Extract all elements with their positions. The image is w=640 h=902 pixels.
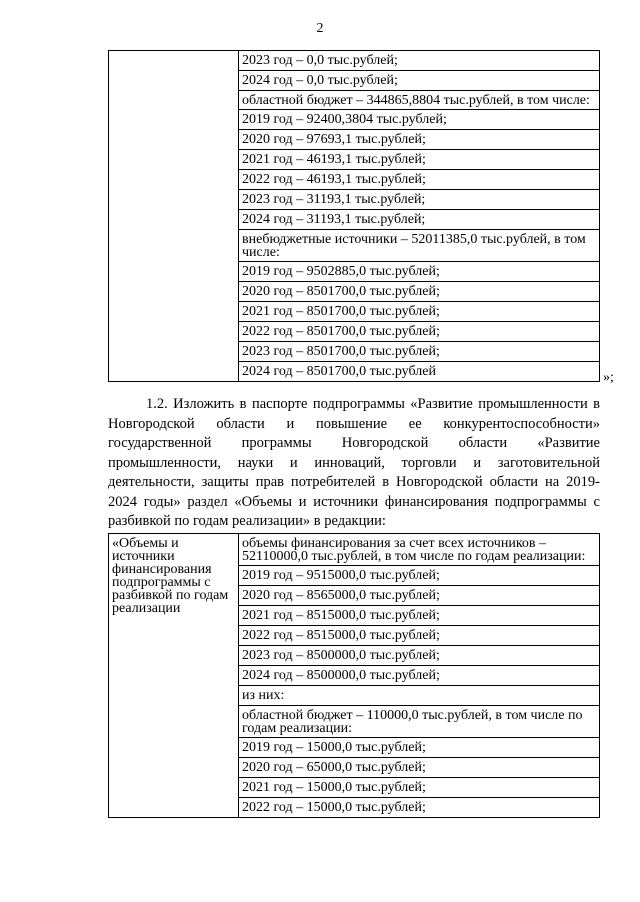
table-row: 2021 год – 8515000,0 тыс.рублей; bbox=[239, 605, 599, 625]
table-row: 2024 год – 31193,1 тыс.рублей; bbox=[239, 209, 599, 229]
table-row: 2020 год – 65000,0 тыс.рублей; bbox=[239, 757, 599, 777]
table-row: 2023 год – 8500000,0 тыс.рублей; bbox=[239, 645, 599, 665]
table-row: 2020 год – 8565000,0 тыс.рублей; bbox=[239, 585, 599, 605]
table-row: 2022 год – 15000,0 тыс.рублей; bbox=[239, 797, 599, 817]
table-row: 2022 год – 8501700,0 тыс.рублей; bbox=[239, 321, 599, 341]
table-row: 2024 год – 8501700,0 тыс.рублей bbox=[239, 361, 599, 381]
financing-table-new bbox=[108, 533, 600, 818]
table-row: внебюджетные источники – 52011385,0 тыс.рублей, в том числе: bbox=[239, 229, 599, 261]
amendment-paragraph: 1.2. Изложить в паспорте подпрограммы «Развитие промышленности в Новгородской области и повышение ее конкурентоспособности» государственной программы Новгородской области «Развитие промышленности, науки и инноваций, торговли и заготовительной деятельности, защиты прав потребителей в Новгородской области на 2019-2024 годы» раздел «Объемы и источники финансирования подпрограммы с разбивкой по годам реализации» в редакции: bbox=[108, 396, 600, 529]
table-row: из них: bbox=[239, 685, 599, 705]
table-row: областной бюджет – 110000,0 тыс.рублей, в том числе по годам реализации: bbox=[239, 705, 599, 737]
table-row: 2019 год – 9515000,0 тыс.рублей; bbox=[239, 565, 599, 585]
table-row: 2021 год – 8501700,0 тыс.рублей; bbox=[239, 301, 599, 321]
table-row: 2019 год – 9502885,0 тыс.рублей; bbox=[239, 261, 599, 281]
table-row: 2023 год – 31193,1 тыс.рублей; bbox=[239, 189, 599, 209]
table-row: 2020 год – 97693,1 тыс.рублей; bbox=[239, 129, 599, 149]
table-row: 2024 год – 8500000,0 тыс.рублей; bbox=[239, 665, 599, 685]
table-row: 2022 год – 46193,1 тыс.рублей; bbox=[239, 169, 599, 189]
table-row: 2019 год – 92400,3804 тыс.рублей; bbox=[239, 109, 599, 129]
table-row: 2023 год – 0,0 тыс.рублей; bbox=[242, 53, 398, 68]
table-row: 2021 год – 15000,0 тыс.рублей; bbox=[239, 777, 599, 797]
closing-quote: »; bbox=[603, 370, 614, 385]
section-label: «Объемы и источники финансирования подпрограммы с разбивкой по годам реализации bbox=[112, 536, 229, 616]
table-row: объемы финансирования за счет всех источников – 52110000,0 тыс.рублей, в том числе по годам реализации: bbox=[242, 536, 586, 564]
financing-table-continued bbox=[108, 50, 600, 382]
table-right-column bbox=[239, 51, 600, 382]
table-row: 2019 год – 15000,0 тыс.рублей; bbox=[239, 737, 599, 757]
table-row: областной бюджет – 344865,8804 тыс.рублей, в том числе: bbox=[239, 90, 599, 109]
table-row: 2023 год – 8501700,0 тыс.рублей; bbox=[239, 341, 599, 361]
table-left-column bbox=[109, 534, 239, 818]
table-row: 2020 год – 8501700,0 тыс.рублей; bbox=[239, 281, 599, 301]
table-row: 2021 год – 46193,1 тыс.рублей; bbox=[239, 149, 599, 169]
table-row: 2022 год – 8515000,0 тыс.рублей; bbox=[239, 625, 599, 645]
table-left-column-empty bbox=[109, 51, 239, 382]
page-number: 2 bbox=[316, 21, 324, 36]
table-row: 2024 год – 0,0 тыс.рублей; bbox=[239, 70, 599, 90]
table-right-column bbox=[239, 534, 600, 818]
